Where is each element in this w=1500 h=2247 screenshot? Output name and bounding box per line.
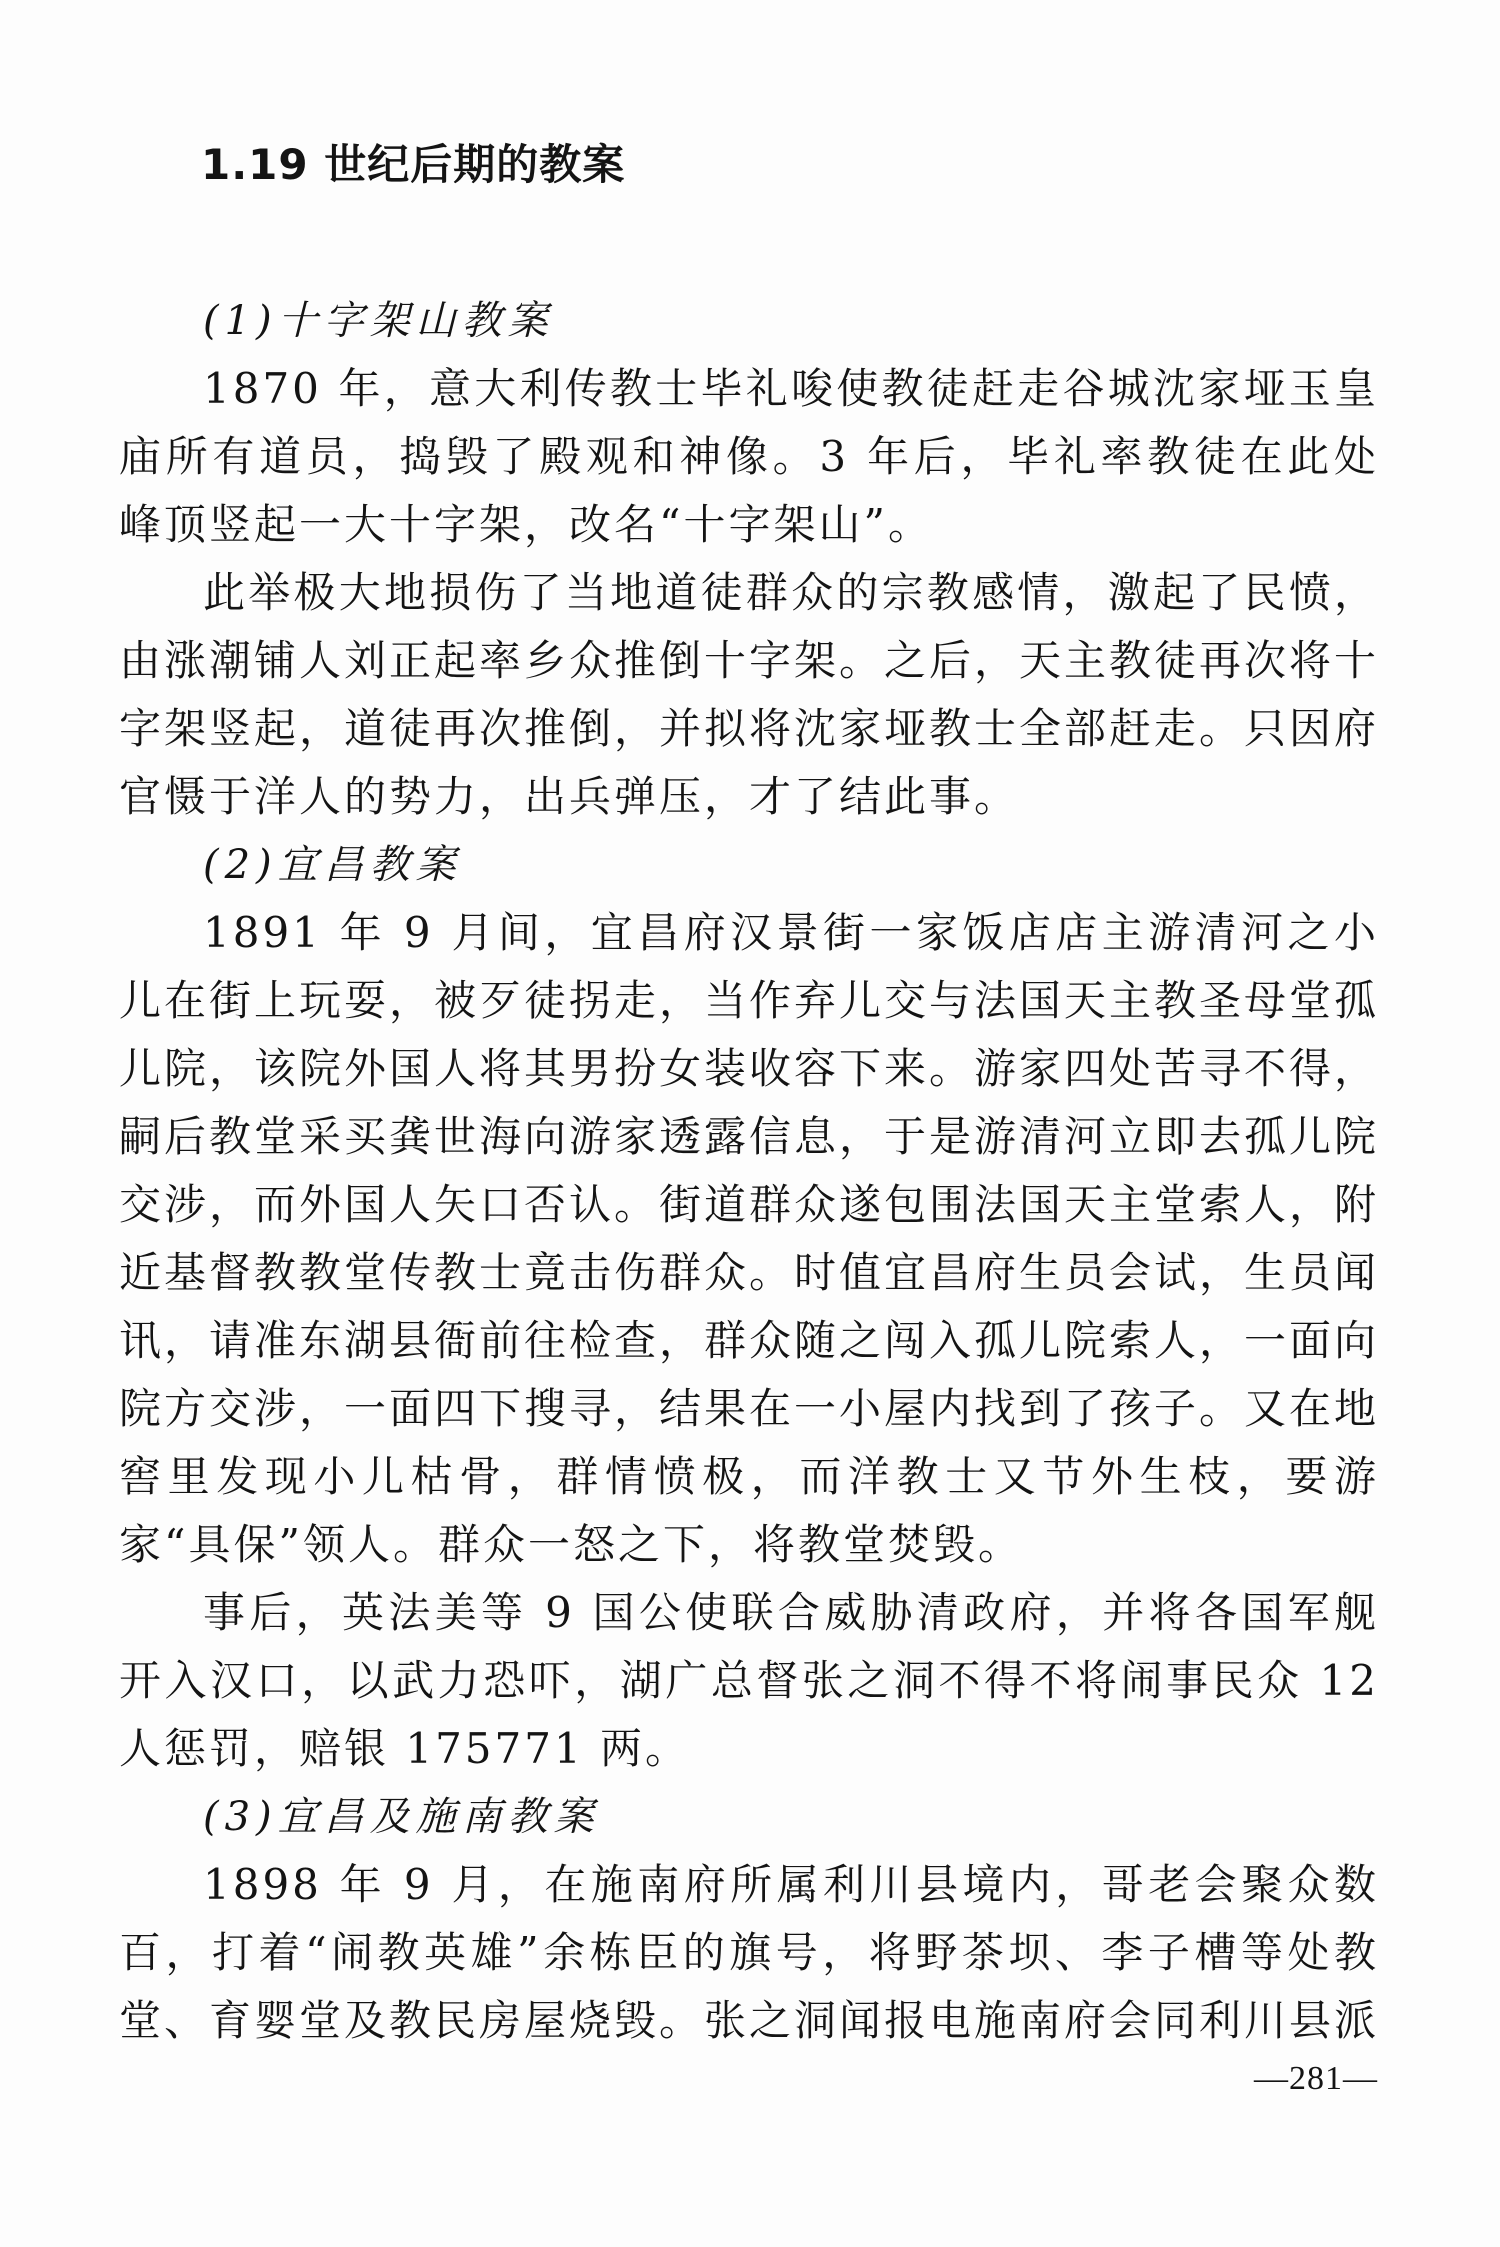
page-body — [119, 135, 1379, 2055]
paragraph: 1870 年，意大利传教士毕礼唆使教徒赶走谷城沈家垭玉皇庙所有道员，捣毁了殿观和神像。3 年后，毕礼率教徒在此处峰顶竖起一大十字架，改名“十字架山”。 — [119, 364, 1379, 549]
case-heading: (2)宜昌教案 — [203, 842, 462, 888]
paragraph: 1898 年 9 月，在施南府所属利川县境内，哥老会聚众数百，打着“闹教英雄”余栋臣的旗号，将野茶坝、李子槽等处教堂、育婴堂及教民房屋烧毁。张之洞闻报电施南府会同利川县派 — [119, 1860, 1380, 2045]
paragraph: 1891 年 9 月间，宜昌府汉景街一家饭店店主游清河之小儿在街上玩耍，被歹徒拐走，当作弃儿交与法国天主教圣母堂孤儿院，该院外国人将其男扮女装收容下来。游家四处苦寻不得，嗣后教堂采买龚世海向游家透露信息，于是游清河立即去孤儿院交涉，而外国人矢口否认。街道群众遂包围法国天主堂索人，附近基督教教堂传教士竟击伤群众。时值宜昌府生员会试，生员闻讯，请准东湖县衙前往检查，群众随之闯入孤儿院索人，一面向院方交涉，一面四下搜寻，结果在一小屋内找到了孩子。又在地窖里发现小儿枯骨，群情愤极，而洋教士又节外生枝，要游家“具保”领人。群众一怒之下，将教堂焚毁。 — [119, 908, 1380, 1569]
paragraph: 事后，英法美等 9 国公使联合威胁清政府，并将各国军舰开入汉口，以武力恐吓，湖广总督张之洞不得不将闹事民众 12 人惩罚，赔银 175771 两。 — [119, 1588, 1379, 1773]
paragraph: 此举极大地损伤了当地道徒群众的宗教感情，激起了民愤，由涨潮铺人刘正起率乡众推倒十字架。之后，天主教徒再次将十字架竖起，道徒再次推倒，并拟将沈家垭教士全部赶走。只因府官慑于洋人的势力，出兵弹压，才了结此事。 — [119, 568, 1380, 821]
case-heading: (1)十字架山教案 — [203, 298, 554, 344]
section-title: 1.19 世纪后期的教案 — [201, 140, 626, 189]
case-yichang-shinan — [119, 1783, 1379, 2055]
case-cross-mountain — [119, 287, 1379, 831]
case-yichang — [119, 831, 1379, 1783]
case-heading: (3)宜昌及施南教案 — [203, 1794, 600, 1840]
page-number: —281— — [1254, 2060, 1378, 2097]
